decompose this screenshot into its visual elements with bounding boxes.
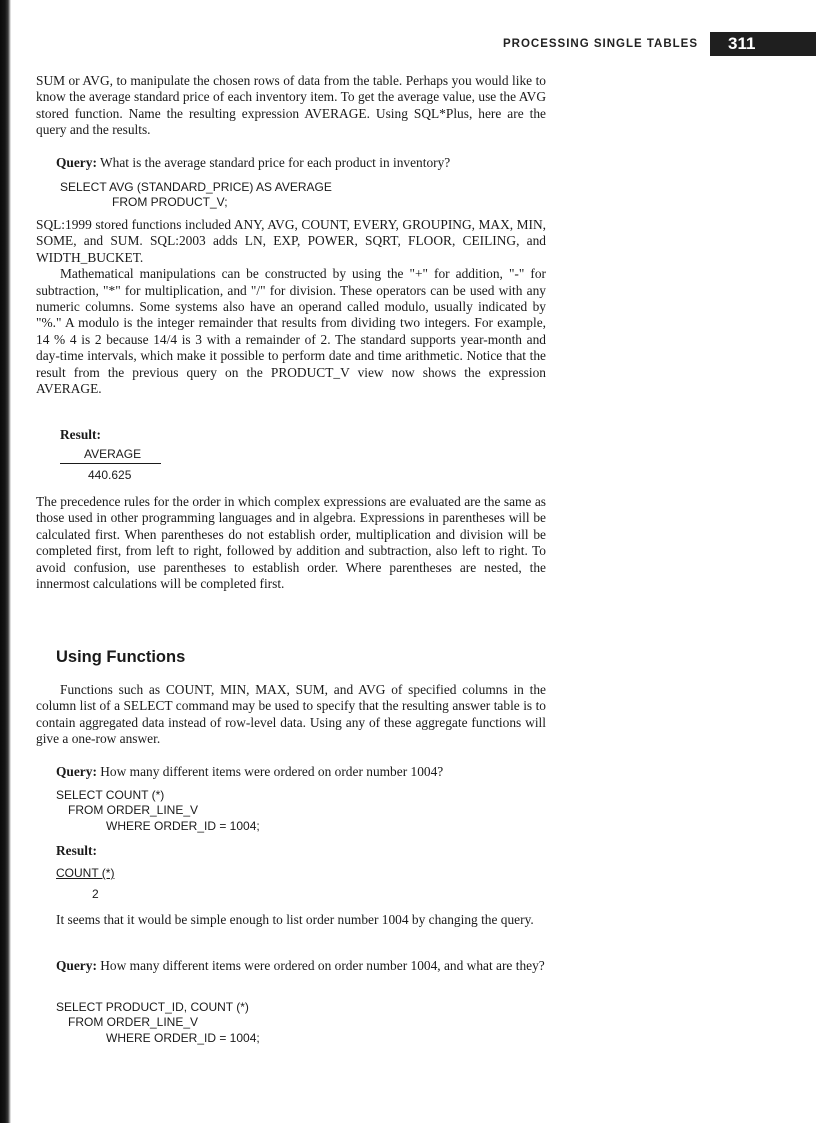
result-1-value: 440.625 [88, 468, 132, 482]
functions-paragraph: SQL:1999 stored functions included ANY, AVG, COUNT, EVERY, GROUPING, MAX, MIN, SOME, and SUM. SQL:2003 adds LN, EXP, POWER, SQRT, FLOOR, CEILING, and WIDTH_BUCKET. [36, 217, 546, 265]
result-2-column-header: COUNT (*) [56, 866, 115, 880]
simple-paragraph: It seems that it would be simple enough to list order number 1004 by changing the query. [56, 912, 534, 927]
simple-paragraph-block [56, 912, 546, 928]
query-1-label: Query: [56, 155, 97, 170]
running-title: PROCESSING SINGLE TABLES [502, 38, 698, 50]
result-1-column-header: AVERAGE [84, 447, 142, 461]
query-1 [56, 155, 546, 171]
query-3-code-line-1: SELECT PRODUCT_ID, COUNT (*) [56, 1000, 249, 1014]
result-2-value: 2 [92, 887, 99, 901]
intro-paragraph: SUM or AVG, to manipulate the chosen rows of data from the table. Perhaps you would like to know the average standard price of each inventory item. To get the average value, use the AVG stored function. Name the resulting expression AVERAGE. Using SQL*Plus, here are the query and the results. [36, 73, 546, 138]
math-paragraph: Mathematical manipulations can be constructed by using the "+" for addition, "-" for subtraction, "*" for multiplication, and "/" for division. These operators can be used with any numeric columns. Some systems also have an operand called modulo, usually indicated by "%." A modulo is the integer remainder that results from dividing two integers. For example, 14 % 4 is 2 because 14/4 is 3 with a remainder of 2. The standard supports year-month and day-time intervals, which make it possible to perform date and time arithmetic. Notice that the result from the previous query on the PRODUCT_V view now shows the expression AVERAGE. [36, 266, 546, 397]
functions-block [36, 217, 546, 397]
query-3-text: How many different items were ordered on order number 1004, and what are they? [100, 958, 545, 973]
result-2-label: Result: [56, 843, 97, 858]
query-3-label: Query: [56, 958, 97, 973]
query-1-code-line-2: FROM PRODUCT_V; [112, 195, 228, 209]
precedence-paragraph: The precedence rules for the order in which complex expressions are evaluated are the same as those used in other programming languages and in algebra. Expressions in parentheses will be calculated first. When parentheses do not establish order, multiplication and division will be completed first, from left to right, followed by addition and subtraction, also left to right. To avoid confusion, use parentheses to establish order. Where parentheses are nested, the innermost calculations will be completed first. [36, 494, 546, 592]
query-2-label: Query: [56, 764, 97, 779]
page-number: 311 [710, 32, 816, 56]
precedence-block [36, 494, 546, 592]
query-2-code-line-1: SELECT COUNT (*) [56, 788, 165, 802]
query-3 [56, 958, 546, 974]
query-3-code-line-3: WHERE ORDER_ID = 1004; [106, 1031, 260, 1045]
running-header [503, 32, 816, 56]
query-2-text: How many different items were ordered on order number 1004? [100, 764, 444, 779]
result-1-header-rule [60, 463, 161, 464]
query-2 [56, 764, 546, 780]
section-heading: Using Functions [56, 648, 186, 666]
query-1-text: What is the average standard price for each product in inventory? [100, 155, 451, 170]
using-functions-block [36, 682, 546, 748]
result-1-label: Result: [60, 427, 101, 442]
intro-paragraph-block [36, 73, 546, 139]
query-2-code-line-2: FROM ORDER_LINE_V [68, 803, 199, 817]
query-1-code-line-1: SELECT AVG (STANDARD_PRICE) AS AVERAGE [60, 180, 332, 194]
query-2-code-line-3: WHERE ORDER_ID = 1004; [106, 819, 260, 833]
query-3-code-line-2: FROM ORDER_LINE_V [68, 1015, 199, 1029]
using-functions-paragraph: Functions such as COUNT, MIN, MAX, SUM, and AVG of specified columns in the column list of a SELECT command may be used to specify that the resulting answer table is to contain aggregated data instead of row-level data. Using any of these aggregate functions will give a one-row answer. [36, 682, 546, 747]
book-spine-shadow [0, 0, 11, 1123]
